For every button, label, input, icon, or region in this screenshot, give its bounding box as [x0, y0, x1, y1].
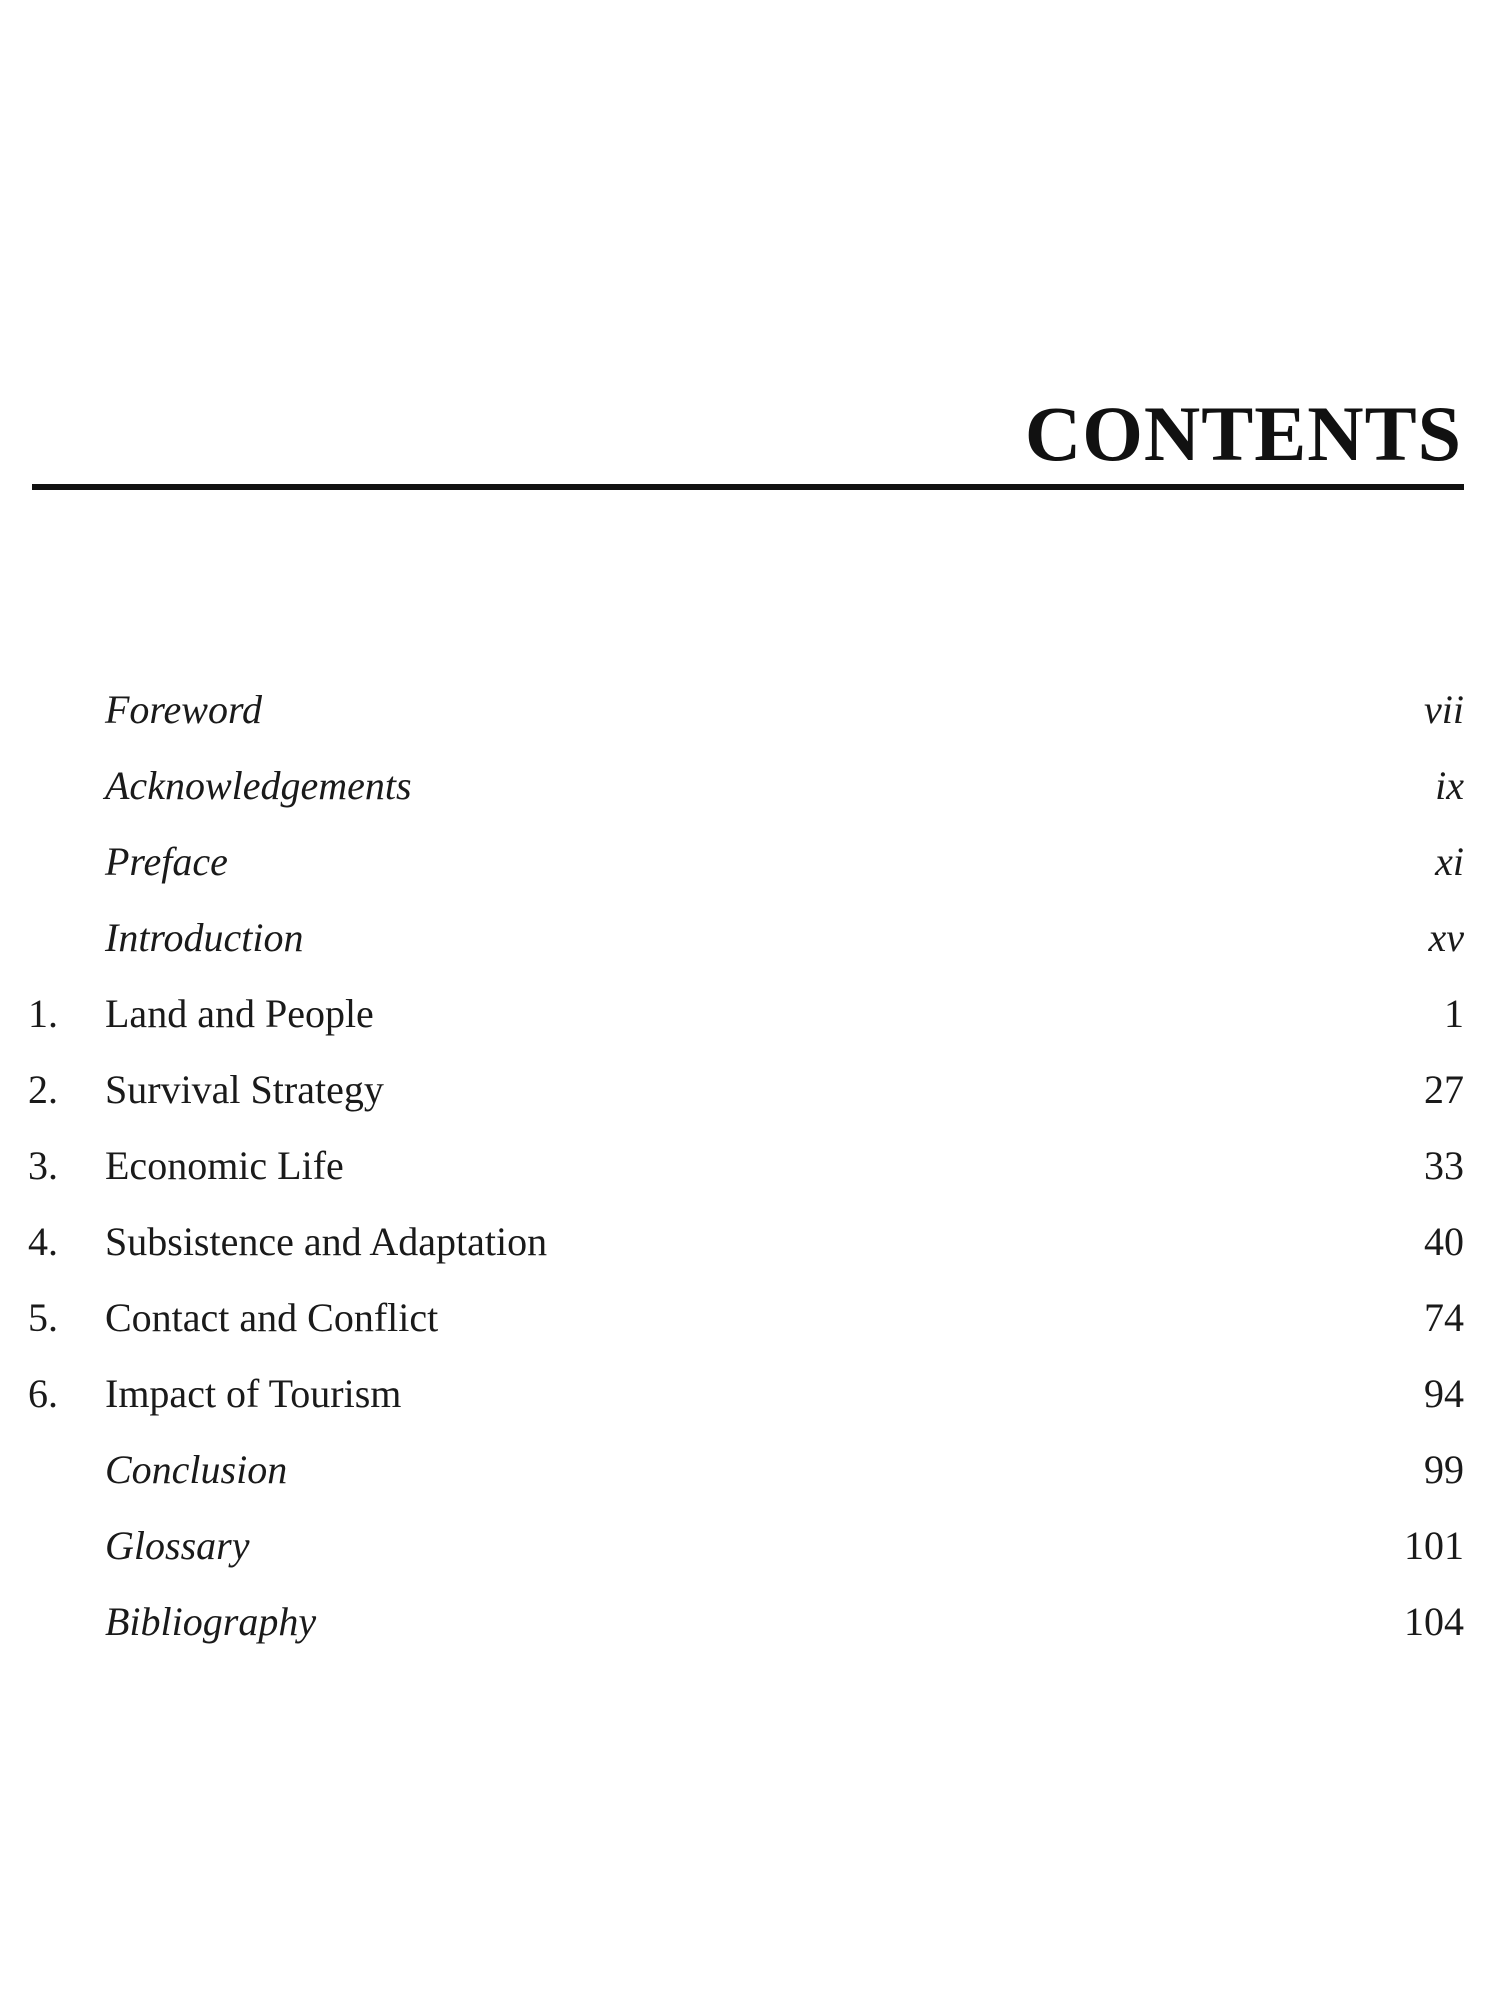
- toc-entry-chapter-6[interactable]: [0, 1364, 1500, 1424]
- toc-entry-number: 6.: [28, 1371, 58, 1416]
- toc-entry-title: Survival Strategy: [105, 1067, 384, 1112]
- toc-entry-number: 5.: [28, 1295, 58, 1340]
- toc-entry-title: Bibliography: [105, 1599, 317, 1644]
- toc-entry-number: 3.: [28, 1143, 58, 1188]
- toc-entry-title: Introduction: [105, 915, 304, 960]
- toc-entry-acknowledgements[interactable]: [0, 756, 1500, 816]
- toc-entry-page: 99: [1424, 1447, 1464, 1492]
- heading-rule: [32, 484, 1464, 490]
- page-title: CONTENTS: [1024, 390, 1462, 477]
- toc-entry-chapter-2[interactable]: [0, 1060, 1500, 1120]
- toc-entry-title: Subsistence and Adaptation: [105, 1219, 548, 1264]
- toc-entry-page: 94: [1424, 1371, 1464, 1416]
- toc-entry-page: 101: [1404, 1523, 1464, 1568]
- toc-entry-foreword[interactable]: [0, 680, 1500, 740]
- toc-entry-title: Contact and Conflict: [105, 1295, 439, 1340]
- toc-entry-number: 1.: [28, 991, 58, 1036]
- toc-entry-title: Acknowledgements: [105, 763, 412, 808]
- toc-entry-page: 33: [1424, 1143, 1464, 1188]
- toc-entry-page: 1: [1444, 991, 1464, 1036]
- toc-entry-introduction[interactable]: [0, 908, 1500, 968]
- toc-entry-bibliography[interactable]: [0, 1592, 1500, 1652]
- toc-entry-page: vii: [1424, 687, 1464, 732]
- toc-entry-page: xv: [1428, 915, 1464, 960]
- toc-entry-number: 4.: [28, 1219, 58, 1264]
- toc-entry-title: Preface: [105, 839, 228, 884]
- toc-entry-title: Economic Life: [105, 1143, 344, 1188]
- toc-entry-page: 40: [1424, 1219, 1464, 1264]
- toc-entry-preface[interactable]: [0, 832, 1500, 892]
- toc-entry-page: xi: [1435, 839, 1464, 884]
- toc-entry-chapter-4[interactable]: [0, 1212, 1500, 1272]
- toc-entry-title: Land and People: [105, 991, 374, 1036]
- toc-entry-page: 74: [1424, 1295, 1464, 1340]
- toc-entry-chapter-3[interactable]: [0, 1136, 1500, 1196]
- toc-entry-page: 104: [1404, 1599, 1464, 1644]
- toc-entry-glossary[interactable]: [0, 1516, 1500, 1576]
- toc-entry-title: Glossary: [105, 1523, 250, 1568]
- toc-entry-conclusion[interactable]: [0, 1440, 1500, 1500]
- toc-entry-title: Conclusion: [105, 1447, 288, 1492]
- toc-entry-page: 27: [1424, 1067, 1464, 1112]
- toc-entry-title: Impact of Tourism: [105, 1371, 402, 1416]
- toc-entry-chapter-5[interactable]: [0, 1288, 1500, 1348]
- toc-entry-chapter-1[interactable]: [0, 984, 1500, 1044]
- toc-entry-number: 2.: [28, 1067, 58, 1112]
- toc-entry-title: Foreword: [105, 687, 263, 732]
- toc-entry-page: ix: [1435, 763, 1464, 808]
